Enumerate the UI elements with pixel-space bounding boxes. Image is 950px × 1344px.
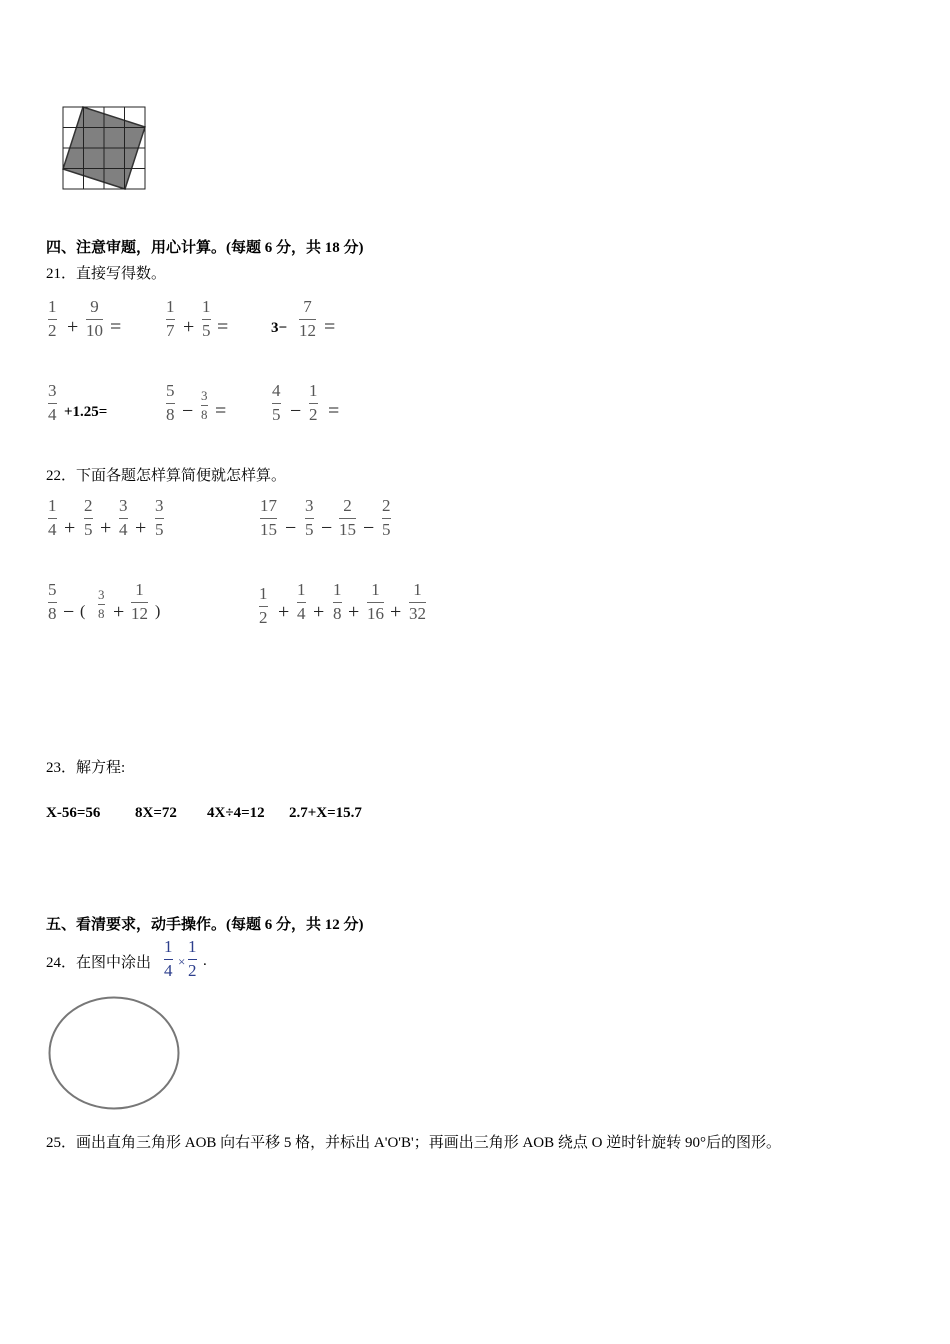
equals: = xyxy=(110,316,122,338)
fraction: 1 16 xyxy=(367,580,384,623)
fraction: 2 5 xyxy=(382,496,391,539)
q22-label xyxy=(46,464,286,485)
operator: − xyxy=(290,400,302,422)
fraction: 2 15 xyxy=(339,496,356,539)
fraction: 1 7 xyxy=(166,297,175,340)
operator: + xyxy=(113,601,125,623)
q21-label xyxy=(46,262,166,283)
fraction: 3 8 xyxy=(98,587,105,621)
fraction: 1 4 xyxy=(297,580,306,623)
fraction: 9 10 xyxy=(86,297,103,340)
fraction: 1 2 xyxy=(309,381,318,424)
q25-label-text: 25．画出直角三角形 AOB 向右平移 5 格，并标出 A'O'B'；再画出三角形 AOB 绕点 O 逆时针旋转 90°后的图形。 xyxy=(46,1135,781,1151)
section5-title: 五、看清要求，动手操作。(每题 6 分，共 12 分) xyxy=(46,917,364,933)
operator: + xyxy=(348,601,360,623)
equals: = xyxy=(324,316,336,338)
q21-label-text: 21．直接写得数。 xyxy=(46,266,167,282)
lead-term: 3− xyxy=(271,320,288,336)
fraction: 1 4 xyxy=(48,496,57,539)
fraction: 5 8 xyxy=(166,381,175,424)
fraction: 3 4 xyxy=(48,381,57,424)
operator: − xyxy=(285,517,297,539)
times-sign: × xyxy=(178,954,186,969)
fraction: 1 8 xyxy=(333,580,342,623)
circle-figure xyxy=(46,994,182,1112)
operator: + xyxy=(278,601,290,623)
period: . xyxy=(203,953,207,969)
fraction: 1 5 xyxy=(202,297,211,340)
fraction: 7 12 xyxy=(299,297,316,340)
equation-4: 2.7+X=15.7 xyxy=(289,805,362,821)
q23-label xyxy=(46,756,125,777)
operator: − xyxy=(363,517,375,539)
fraction: 1 32 xyxy=(409,580,426,623)
q24-label-text: 24．在图中涂出 xyxy=(46,955,152,971)
q24-label xyxy=(46,951,151,972)
operator: − xyxy=(182,400,194,422)
fraction: 1 4 xyxy=(164,937,173,980)
equation-1: X-56=56 xyxy=(46,805,101,821)
operator: + xyxy=(100,517,112,539)
section4-title: 四、注意审题，用心计算。(每题 6 分，共 18 分) xyxy=(46,240,364,256)
fraction: 1 2 xyxy=(188,937,197,980)
fraction: 5 8 xyxy=(48,580,57,623)
right-paren: ) xyxy=(155,603,161,620)
fraction: 2 5 xyxy=(84,496,93,539)
fraction: 3 5 xyxy=(305,496,314,539)
operator: + xyxy=(183,316,195,338)
operator: − xyxy=(321,517,333,539)
fraction: 3 8 xyxy=(201,388,208,422)
equation-2: 8X=72 xyxy=(135,805,177,821)
equals: = xyxy=(215,400,227,422)
operator: + xyxy=(390,601,402,623)
q23-label-text: 23．解方程: xyxy=(46,760,126,776)
q22-label-text: 22．下面各题怎样算简便就怎样算。 xyxy=(46,468,287,484)
operator: − xyxy=(63,601,75,623)
grid-lines xyxy=(63,107,145,189)
equation-3: 4X÷4=12 xyxy=(207,805,265,821)
equals: = xyxy=(217,316,229,338)
operator: + xyxy=(67,316,79,338)
grid-square-figure xyxy=(60,104,148,192)
fraction: 4 5 xyxy=(272,381,281,424)
tail-term: +1.25= xyxy=(64,404,108,420)
left-paren: ( xyxy=(80,603,86,620)
fraction: 17 15 xyxy=(260,496,277,539)
operator: + xyxy=(64,517,76,539)
operator: + xyxy=(135,517,147,539)
operator: + xyxy=(313,601,325,623)
q25-label xyxy=(46,1131,781,1152)
equals: = xyxy=(328,400,340,422)
fraction: 1 2 xyxy=(48,297,57,340)
fraction: 1 2 xyxy=(259,584,268,627)
fraction: 3 5 xyxy=(155,496,164,539)
fraction: 1 12 xyxy=(131,580,148,623)
fraction: 3 4 xyxy=(119,496,128,539)
